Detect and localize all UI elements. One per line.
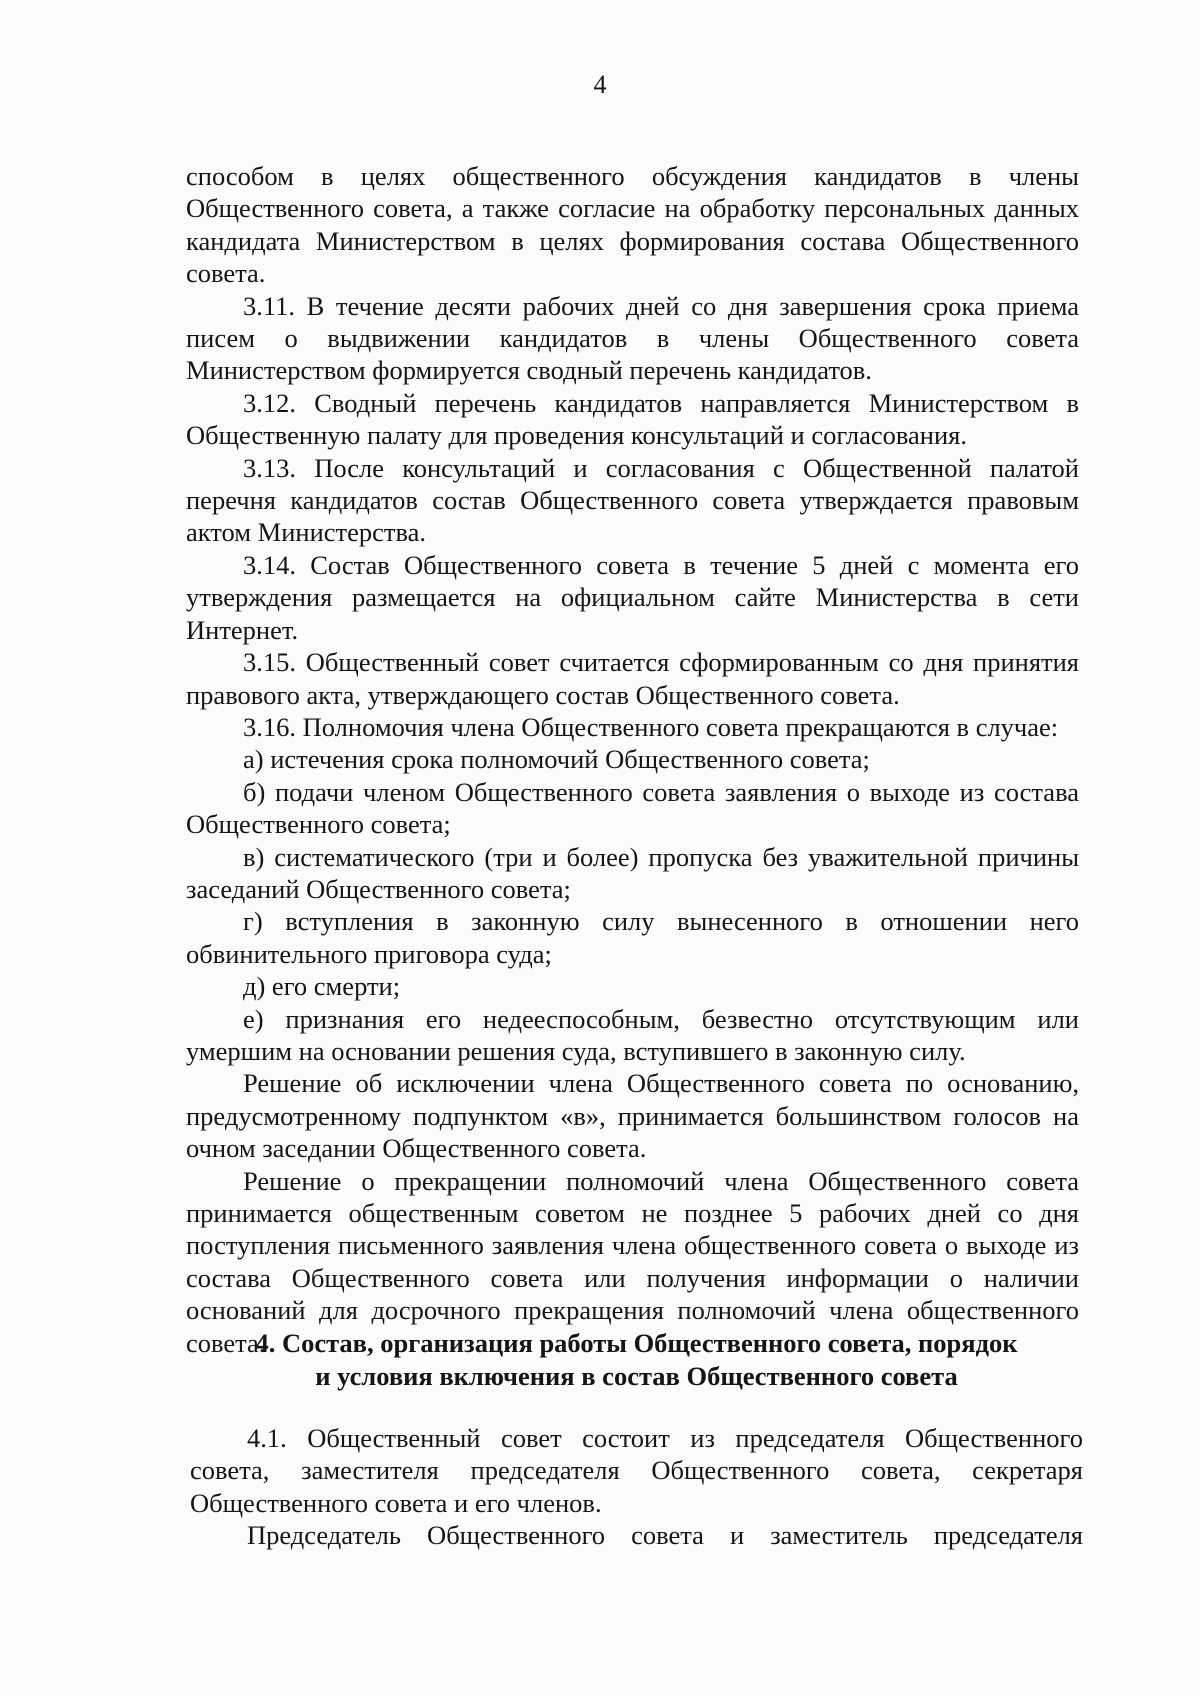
page-number: 4	[593, 70, 607, 99]
list-item-b: б) подачи членом Общественного совета заявления о выходе из состава Общественного совета;	[186, 776, 1079, 840]
list-item-d: д) его смерти;	[243, 971, 401, 1002]
paragraph-3-13: 3.13. После консультаций и согласования с Общественной палатой перечня кандидатов состав Общественного совета утверждается правовым актом Министерства.	[186, 452, 1079, 548]
paragraph-3-12: 3.12. Сводный перечень кандидатов направляется Министерством в Общественную палату для проведения консультаций и согласования.	[186, 387, 1079, 451]
paragraph-3-15: 3.15. Общественный совет считается сформированным со дня принятия правового акта, утверждающего состав Общественного совета.	[186, 647, 1079, 710]
section-4-body	[190, 1422, 1083, 1552]
paragraph-continuation: способом в целях общественного обсуждения кандидатов в члены Общественного совета, а также согласие на обработку персональных данных кандидата Министерством в целях формирования состава Общественного совета.	[186, 161, 1079, 289]
section-heading-line-2: и условия включения в состав Общественного совета	[315, 1361, 958, 1391]
paragraph-3-16: 3.16. Полномочия члена Общественного совета прекращаются в случае:	[243, 711, 1059, 742]
list-item-v: в) систематического (три и более) пропуска без уважительной причины заседаний Общественного совета;	[186, 841, 1079, 904]
list-item-g: г) вступления в законную силу вынесенного в отношении него обвинительного приговора суда;	[186, 906, 1079, 969]
paragraph-3-11: 3.11. В течение десяти рабочих дней со дня завершения срока приема писем о выдвижении кандидатов в члены Общественного совета Министерством формируется сводный перечень кандидатов.	[186, 290, 1079, 386]
paragraph-chairman: Председатель Общественного совета и заместитель председателя	[247, 1520, 1083, 1551]
paragraph-exclusion-decision: Решение об исключении члена Общественного совета по основанию, предусмотренному подпунктом «в», принимается большинством голосов на очном заседании Общественного совета.	[186, 1068, 1079, 1164]
paragraph-3-14: 3.14. Состав Общественного совета в течение 5 дней с момента его утверждения размещается на официальном сайте Министерства в сети Интернет.	[186, 549, 1079, 645]
paragraph-4-1: 4.1. Общественный совет состоит из председателя Общественного совета, заместителя председателя Общественного совета, секретаря Общественного совета и его членов.	[190, 1423, 1083, 1518]
list-item-e: е) признания его недееспособным, безвестно отсутствующим или умершим на основании решения суда, вступившего в законную силу.	[186, 1003, 1079, 1066]
document-body	[186, 160, 1079, 1359]
list-item-a: а) истечения срока полномочий Общественного совета;	[243, 744, 870, 775]
section-heading-line-1: 4. Состав, организация работы Общественного совета, порядок	[255, 1328, 1018, 1358]
section-4-heading	[190, 1327, 1083, 1393]
paragraph-termination-decision: Решение о прекращении полномочий члена Общественного совета принимается общественным советом не позднее 5 рабочих дней со дня поступления письменного заявления члена общественного совета о выходе из состава Общественного совета или получения информации о наличии оснований для досрочного прекращения полномочий члена общественного совета.	[186, 1165, 1079, 1358]
